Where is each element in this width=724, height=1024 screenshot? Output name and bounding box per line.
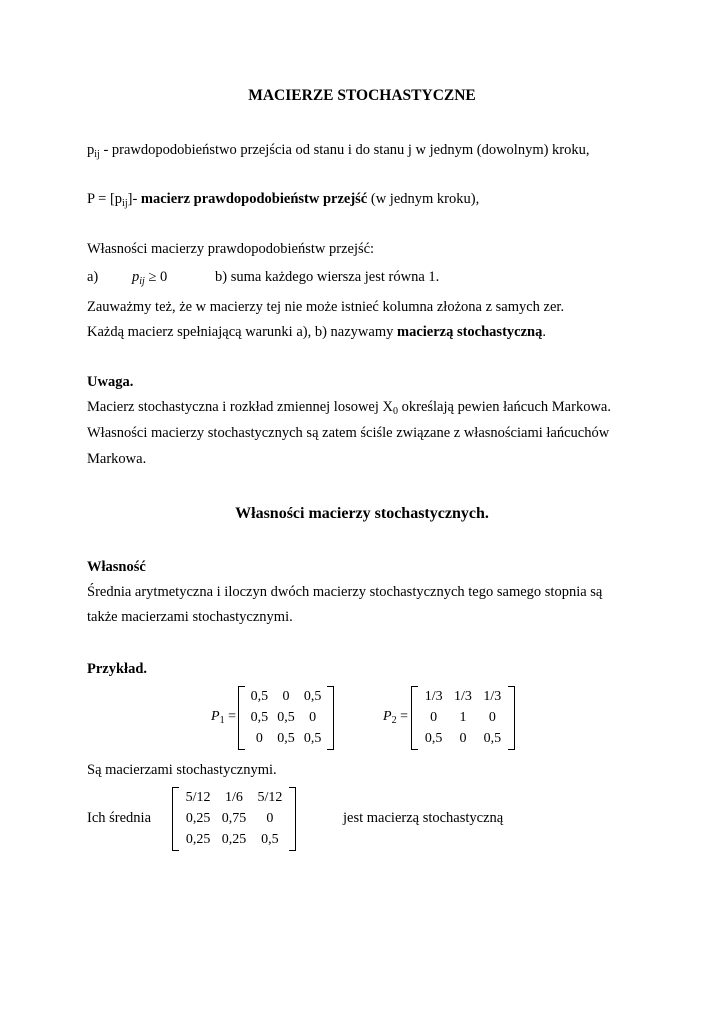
- page-title: MACIERZE STOCHASTYCZNE: [248, 87, 476, 104]
- matrix-p2-table: [419, 686, 507, 750]
- pmatrix-prefix: P = [p: [87, 191, 123, 207]
- uwaga-line1-prefix: Macierz stochastyczna i rozkład zmiennej losowej X: [87, 399, 393, 415]
- matrix-row: [180, 787, 288, 808]
- matrix-row: [419, 686, 507, 707]
- pmatrix-mid: ]-: [127, 191, 141, 207]
- matrix-cell: 1/3: [483, 688, 502, 704]
- matrix-row: [246, 686, 326, 707]
- matrix-mean-right-bracket: [289, 787, 296, 851]
- note2-bold-term: macierzą stochastyczną: [396, 324, 543, 340]
- uwaga-line-2: Własności macierzy stochastycznych są zatem ściśle związane z własnościami łańcuchów: [87, 425, 610, 441]
- matrix-cell: 0,5: [303, 688, 322, 704]
- p2-sub: 2: [391, 715, 397, 726]
- wlasnosc-line-2: także macierzami stochastycznymi.: [87, 609, 293, 625]
- uwaga-line-3: Markowa.: [87, 451, 147, 467]
- matrix-cell: 0: [282, 688, 290, 704]
- matrix-cell: 0,5: [483, 731, 502, 747]
- matrix-p2: [411, 686, 515, 750]
- matrix-row: [419, 729, 507, 750]
- matrix-mean-left-bracket: [172, 787, 179, 851]
- p2-name: P: [383, 709, 392, 724]
- przyklad-heading: Przykład.: [87, 661, 148, 677]
- matrix-row: [180, 808, 288, 829]
- matrix-cell: 5/12: [185, 789, 211, 805]
- pij-subscript: ij: [94, 149, 100, 160]
- matrix-cell: 1/3: [424, 688, 443, 704]
- matrix-row: [246, 729, 326, 750]
- matrix-cell: 1: [459, 709, 467, 725]
- uwaga-line1-sub: 0: [393, 406, 398, 417]
- matrix-cell: 0,5: [261, 832, 279, 848]
- note-stochastic-definition: [87, 324, 546, 341]
- pij-definition: [87, 142, 590, 159]
- matrix-mean-table: [180, 787, 288, 851]
- mean-suffix: jest macierzą stochastyczną: [343, 810, 504, 826]
- section-title: Własności macierzy stochastycznych.: [235, 505, 489, 522]
- condition-b: b) suma każdego wiersza jest równa 1.: [215, 269, 440, 285]
- uwaga-heading: Uwaga.: [87, 374, 134, 390]
- pij-text: - prawdopodobieństwo przejścia od stanu i do stanu j w jednym (dowolnym) kroku,: [99, 142, 590, 158]
- matrix-cell: 0,5: [277, 709, 295, 725]
- mean-label: Ich średnia: [87, 810, 152, 826]
- note-no-zero-column: Zauważmy też, że w macierzy tej nie może istnieć kolumna złożona z samych zer.: [87, 299, 565, 315]
- p1-name: P: [211, 709, 220, 724]
- p2-eq: =: [400, 709, 408, 724]
- properties-heading: Własności macierzy prawdopodobieństw przejść:: [87, 241, 375, 257]
- uwaga-line1-suffix: określają pewien łańcuch Markowa.: [398, 399, 611, 415]
- matrix-cell: 5/12: [257, 789, 283, 805]
- matrix-cell: 0,5: [250, 688, 269, 704]
- note2-suffix: .: [542, 324, 546, 340]
- pmatrix-bold-term: macierz prawdopodobieństw przejść: [140, 191, 368, 207]
- matrix-cell: 0,5: [303, 731, 322, 747]
- condition-a-formula: [132, 269, 167, 286]
- matrix-cell: 1/6: [225, 789, 243, 805]
- transition-matrix-definition: [87, 191, 479, 208]
- matrix-p2-right-bracket: [508, 686, 515, 750]
- wlasnosc-line-1: Średnia arytmetyczna i iloczyn dwóch macierzy stochastycznych tego samego stopnia są: [87, 584, 603, 600]
- matrix-cell: 0,5: [250, 709, 269, 725]
- matrix-row: [419, 707, 507, 728]
- matrix-cell: 0: [430, 709, 438, 725]
- matrix-p1-left-bracket: [238, 686, 245, 750]
- matrix-cell: 0,25: [185, 810, 211, 826]
- uwaga-line-1: [87, 399, 611, 416]
- condition-a-rel: ≥ 0: [148, 269, 168, 285]
- matrix-p1: [238, 686, 334, 750]
- p2-label: [383, 709, 408, 725]
- condition-a-sub: ij: [139, 276, 145, 287]
- matrix-p1-table: [246, 686, 326, 750]
- matrix-p2-left-bracket: [411, 686, 418, 750]
- matrix-row: [180, 830, 288, 851]
- matrix-cell: 1/3: [454, 688, 472, 704]
- note2-prefix: Każdą macierz spełniającą warunki a), b) nazywamy: [87, 324, 397, 340]
- matrix-mean: [172, 787, 296, 851]
- matrix-cell: 0: [309, 709, 317, 725]
- matrix-cell: 0,5: [277, 731, 295, 747]
- pmatrix-subscript: ij: [122, 198, 128, 209]
- matrix-row: [246, 707, 326, 728]
- pmatrix-suffix: (w jednym kroku),: [367, 191, 480, 207]
- condition-a-p: p: [132, 269, 140, 285]
- matrix-cell: 0,75: [221, 810, 247, 826]
- p1-label: [211, 709, 236, 725]
- condition-a-label: a): [87, 269, 99, 285]
- matrix-p1-right-bracket: [327, 686, 334, 750]
- matrix-cell: 0,5: [424, 731, 443, 747]
- p1-eq: =: [228, 709, 236, 724]
- wlasnosc-heading: Własność: [87, 559, 146, 575]
- matrix-cell: 0: [266, 810, 274, 826]
- pij-symbol: p: [87, 142, 95, 158]
- matrix-cell: 0: [488, 709, 496, 725]
- are-stochastic-text: Są macierzami stochastycznymi.: [87, 762, 277, 778]
- p1-sub: 1: [219, 715, 225, 726]
- matrix-cell: 0,25: [185, 832, 211, 848]
- matrix-cell: 0: [255, 731, 263, 747]
- matrix-cell: 0,25: [221, 832, 247, 848]
- matrix-cell: 0: [459, 731, 467, 747]
